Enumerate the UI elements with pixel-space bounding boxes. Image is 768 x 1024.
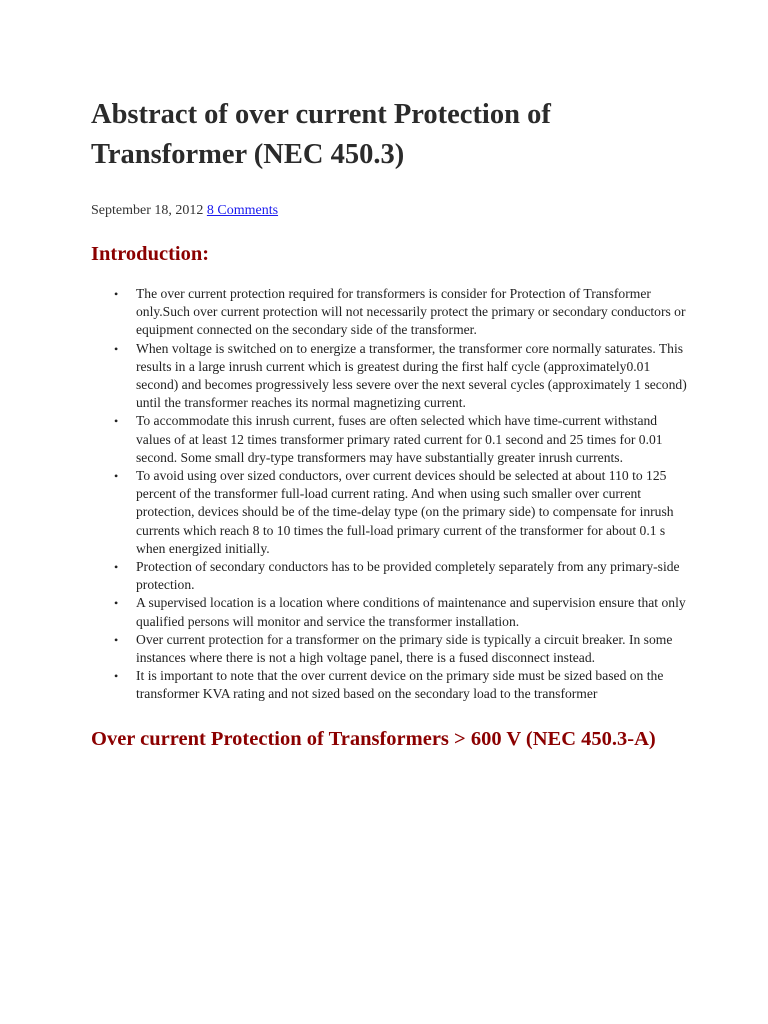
article-meta [91,202,688,220]
list-item [114,467,688,558]
list-item [114,667,688,703]
list-item [114,285,688,340]
list-item-text: Protection of secondary conductors has to be provided completely separately from any primary-side protection. [136,559,680,593]
list-item-text: The over current protection required for transformers is consider for Protection of Transformer only.Such over current protection will not necessarily protect the primary or secondary conductors or equipment connected on the secondary side of the transformer. [136,286,686,338]
bullet-icon: • [114,632,119,647]
list-item [114,558,688,594]
list-item [114,594,688,630]
list-item-text: It is important to note that the over current device on the primary side must be sized based on the transformer KVA rating and not sized based on the secondary load to the transformer [136,668,664,702]
list-item-text: Over current protection for a transformer on the primary side is typically a circuit breaker. In some instances where there is not a high voltage panel, there is a fused disconnect instead. [136,631,673,666]
bullet-icon: • [114,669,119,684]
list-item-text: To avoid using over sized conductors, over current devices should be selected at about 110 to 125 percent of the transformer full-load current rating. And when using such smaller over current protection, devices should be of the time-delay type (on the primary side) to compensate for inrush currents which reach 8 to 10 times the full-load primary current of the transformer for about 0.1 s when energized initially. [136,468,674,556]
bullet-icon: • [114,469,119,484]
list-item-text: When voltage is switched on to energize a transformer, the transformer core normally saturates. This results in a large inrush current which is greatest during the first half cycle (approximately0.01 second) and becomes progressively less severe over the next several cycles (approximately 1 second) until the transformer reaches its normal magnetizing current. [136,340,687,411]
list-item [114,412,688,467]
list-item-text: A supervised location is a location where conditions of maintenance and supervision ensure that only qualified persons will monitor and service the transformer installation. [136,595,686,629]
intro-heading: Introduction: [91,243,210,265]
post-date: September 18, 2012 [91,203,204,218]
bullet-icon: • [114,287,119,301]
bullet-icon: • [114,414,119,429]
list-item [114,340,688,413]
article-title: Abstract of over current Protection of Transformer (NEC 450.3) [91,99,551,170]
bullet-icon: • [114,596,119,611]
list-item-text: To accommodate this inrush current, fuses are often selected which have time-current withstand values of at least 12 times transformer primary rated current for 0.1 second and 25 times for 0.01 second. Some small dry-type transformers may have substantially greater inrush currents. [136,413,663,465]
intro-bullet-list [91,285,688,704]
comments-link[interactable]: 8 Comments [206,203,279,218]
bullet-icon: • [114,341,119,356]
bullet-icon: • [114,560,119,575]
list-item [114,631,688,667]
section-heading-over-600v: Over current Protection of Transformers > 600 V (NEC 450.3-A) [91,727,656,750]
